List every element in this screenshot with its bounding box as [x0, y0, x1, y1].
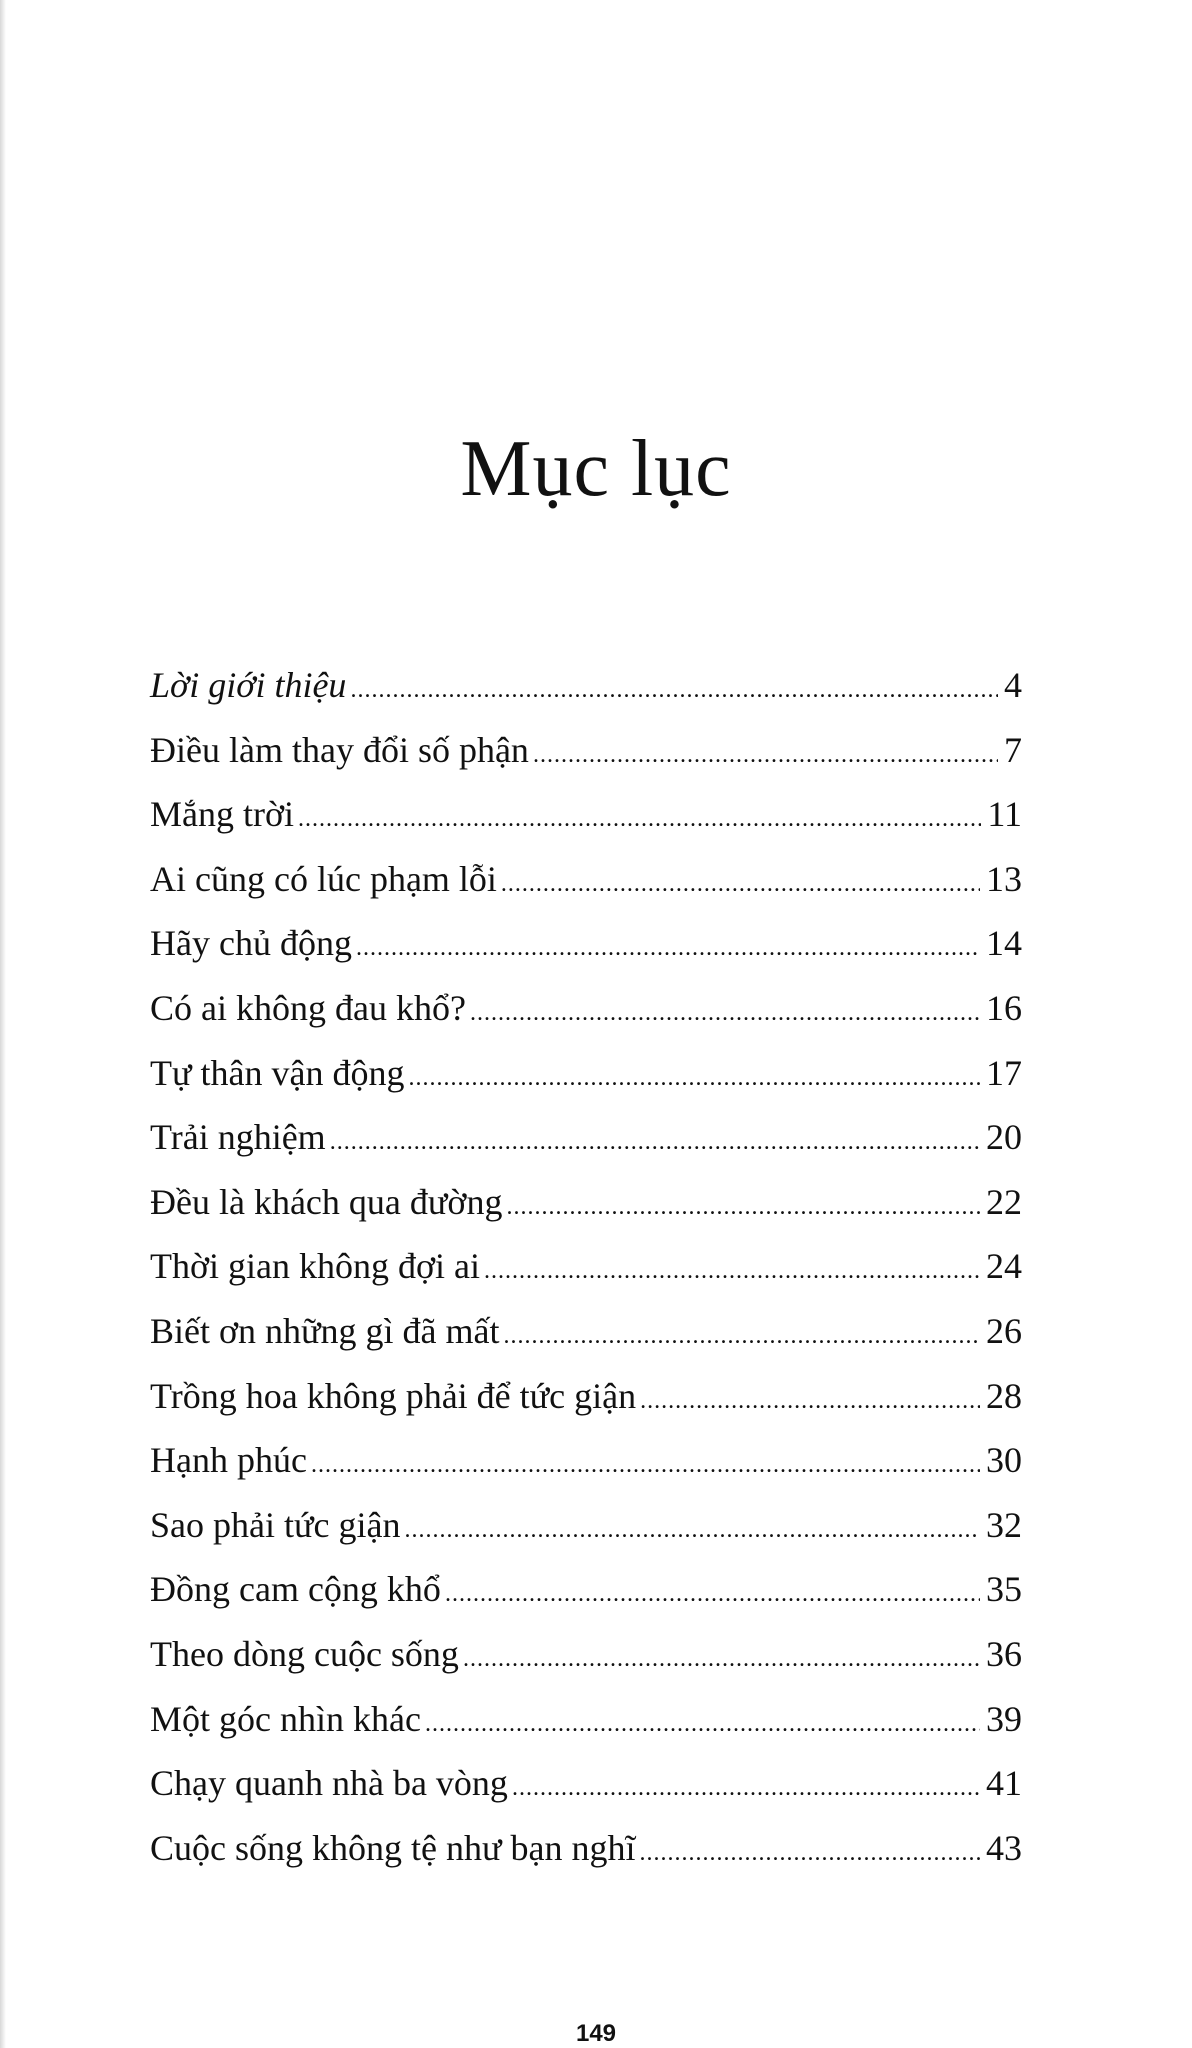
toc-entry-page: 28 [986, 1375, 1022, 1416]
toc-entry [150, 1245, 1022, 1310]
toc-entry-page: 41 [986, 1763, 1022, 1804]
toc-entry [150, 1698, 1022, 1763]
toc-dot-leader [445, 1581, 980, 1608]
toc-entry [150, 1439, 1022, 1504]
toc-entry [150, 1633, 1022, 1698]
toc-entry-title: Cuộc sống không tệ như bạn nghĩ [150, 1827, 636, 1868]
page-number: 149 [575, 2020, 617, 2047]
toc-entry-title: Chạy quanh nhà ba vòng [150, 1763, 508, 1804]
page-edge-shadow [0, 0, 6, 2048]
toc-dot-leader [298, 806, 981, 833]
toc-entry-title: Điều làm thay đổi số phận [150, 729, 529, 770]
toc-dot-leader [501, 871, 980, 898]
toc-entry-page: 32 [986, 1504, 1022, 1545]
toc-entry [150, 1116, 1022, 1181]
toc-entry-title: Hãy chủ động [150, 923, 352, 964]
toc-entry-title: Biết ơn những gì đã mất [150, 1310, 500, 1351]
toc-entry-title: Tự thân vận động [150, 1052, 405, 1093]
toc-dot-leader [639, 1840, 980, 1867]
toc-entry-page: 11 [987, 794, 1022, 835]
toc-dot-leader [311, 1452, 980, 1479]
toc-entry-title: Lời giới thiệu [150, 665, 347, 705]
toc-entry [150, 1181, 1022, 1246]
toc-entry-page: 30 [986, 1440, 1022, 1481]
toc-dot-leader [533, 742, 998, 769]
toc-entry [150, 1310, 1022, 1375]
toc-dot-leader [350, 677, 998, 704]
toc-entry-title: Trải nghiệm [150, 1117, 326, 1158]
toc-entry [150, 922, 1022, 987]
toc-entry [150, 1568, 1022, 1633]
toc-dot-leader [506, 1194, 980, 1221]
toc-entry [150, 858, 1022, 923]
toc-entry [150, 1762, 1022, 1827]
toc-entry-page: 17 [986, 1052, 1022, 1093]
toc-entry-title: Theo dòng cuộc sống [150, 1633, 459, 1674]
toc-entry [150, 793, 1022, 858]
toc-entry-page: 4 [1004, 665, 1022, 705]
toc-entry-title: Trồng hoa không phải để tức giận [150, 1375, 637, 1416]
toc-entry-title: Đồng cam cộng khổ [150, 1569, 441, 1610]
toc-dot-leader [512, 1775, 980, 1802]
toc-entry-page: 43 [986, 1827, 1022, 1868]
toc-dot-leader [404, 1517, 980, 1544]
toc-entry-page: 7 [1004, 729, 1022, 770]
toc-entry-title: Thời gian không đợi ai [150, 1246, 481, 1287]
toc-entry-title: Một góc nhìn khác [150, 1698, 421, 1739]
toc-dot-leader [640, 1388, 980, 1415]
toc-entry-page: 14 [986, 923, 1022, 964]
page-title: Mục lục [460, 424, 732, 513]
toc-entry-page: 26 [986, 1310, 1022, 1351]
toc-dot-leader [463, 1646, 980, 1673]
table-of-contents [150, 664, 1022, 1891]
toc-dot-leader [330, 1129, 980, 1156]
toc-entry [150, 1504, 1022, 1569]
toc-entry-title: Đều là khách qua đường [150, 1181, 503, 1222]
toc-dot-leader [504, 1323, 980, 1350]
toc-entry-page: 22 [986, 1181, 1022, 1222]
toc-entry [150, 729, 1022, 794]
toc-entry [150, 987, 1022, 1052]
toc-entry-title: Ai cũng có lúc phạm lỗi [150, 858, 497, 899]
toc-entry-page: 39 [986, 1698, 1022, 1739]
toc-dot-leader [484, 1258, 980, 1285]
toc-entry [150, 1375, 1022, 1440]
toc-dot-leader [425, 1711, 980, 1738]
toc-entry-page: 24 [986, 1246, 1022, 1287]
toc-dot-leader [356, 935, 980, 962]
toc-entry-title: Có ai không đau khổ? [150, 987, 466, 1028]
toc-entry [150, 1827, 1022, 1892]
toc-entry-title: Hạnh phúc [150, 1440, 307, 1481]
toc-entry [150, 664, 1022, 729]
toc-entry-page: 35 [986, 1569, 1022, 1610]
toc-dot-leader [408, 1065, 980, 1092]
toc-entry-page: 20 [986, 1117, 1022, 1158]
toc-entry-page: 36 [986, 1633, 1022, 1674]
toc-entry-page: 13 [986, 858, 1022, 899]
toc-entry [150, 1052, 1022, 1117]
toc-entry-title: Sao phải tức giận [150, 1504, 401, 1545]
toc-entry-title: Mắng trời [150, 794, 295, 835]
toc-entry-page: 16 [986, 987, 1022, 1028]
toc-dot-leader [470, 1000, 980, 1027]
